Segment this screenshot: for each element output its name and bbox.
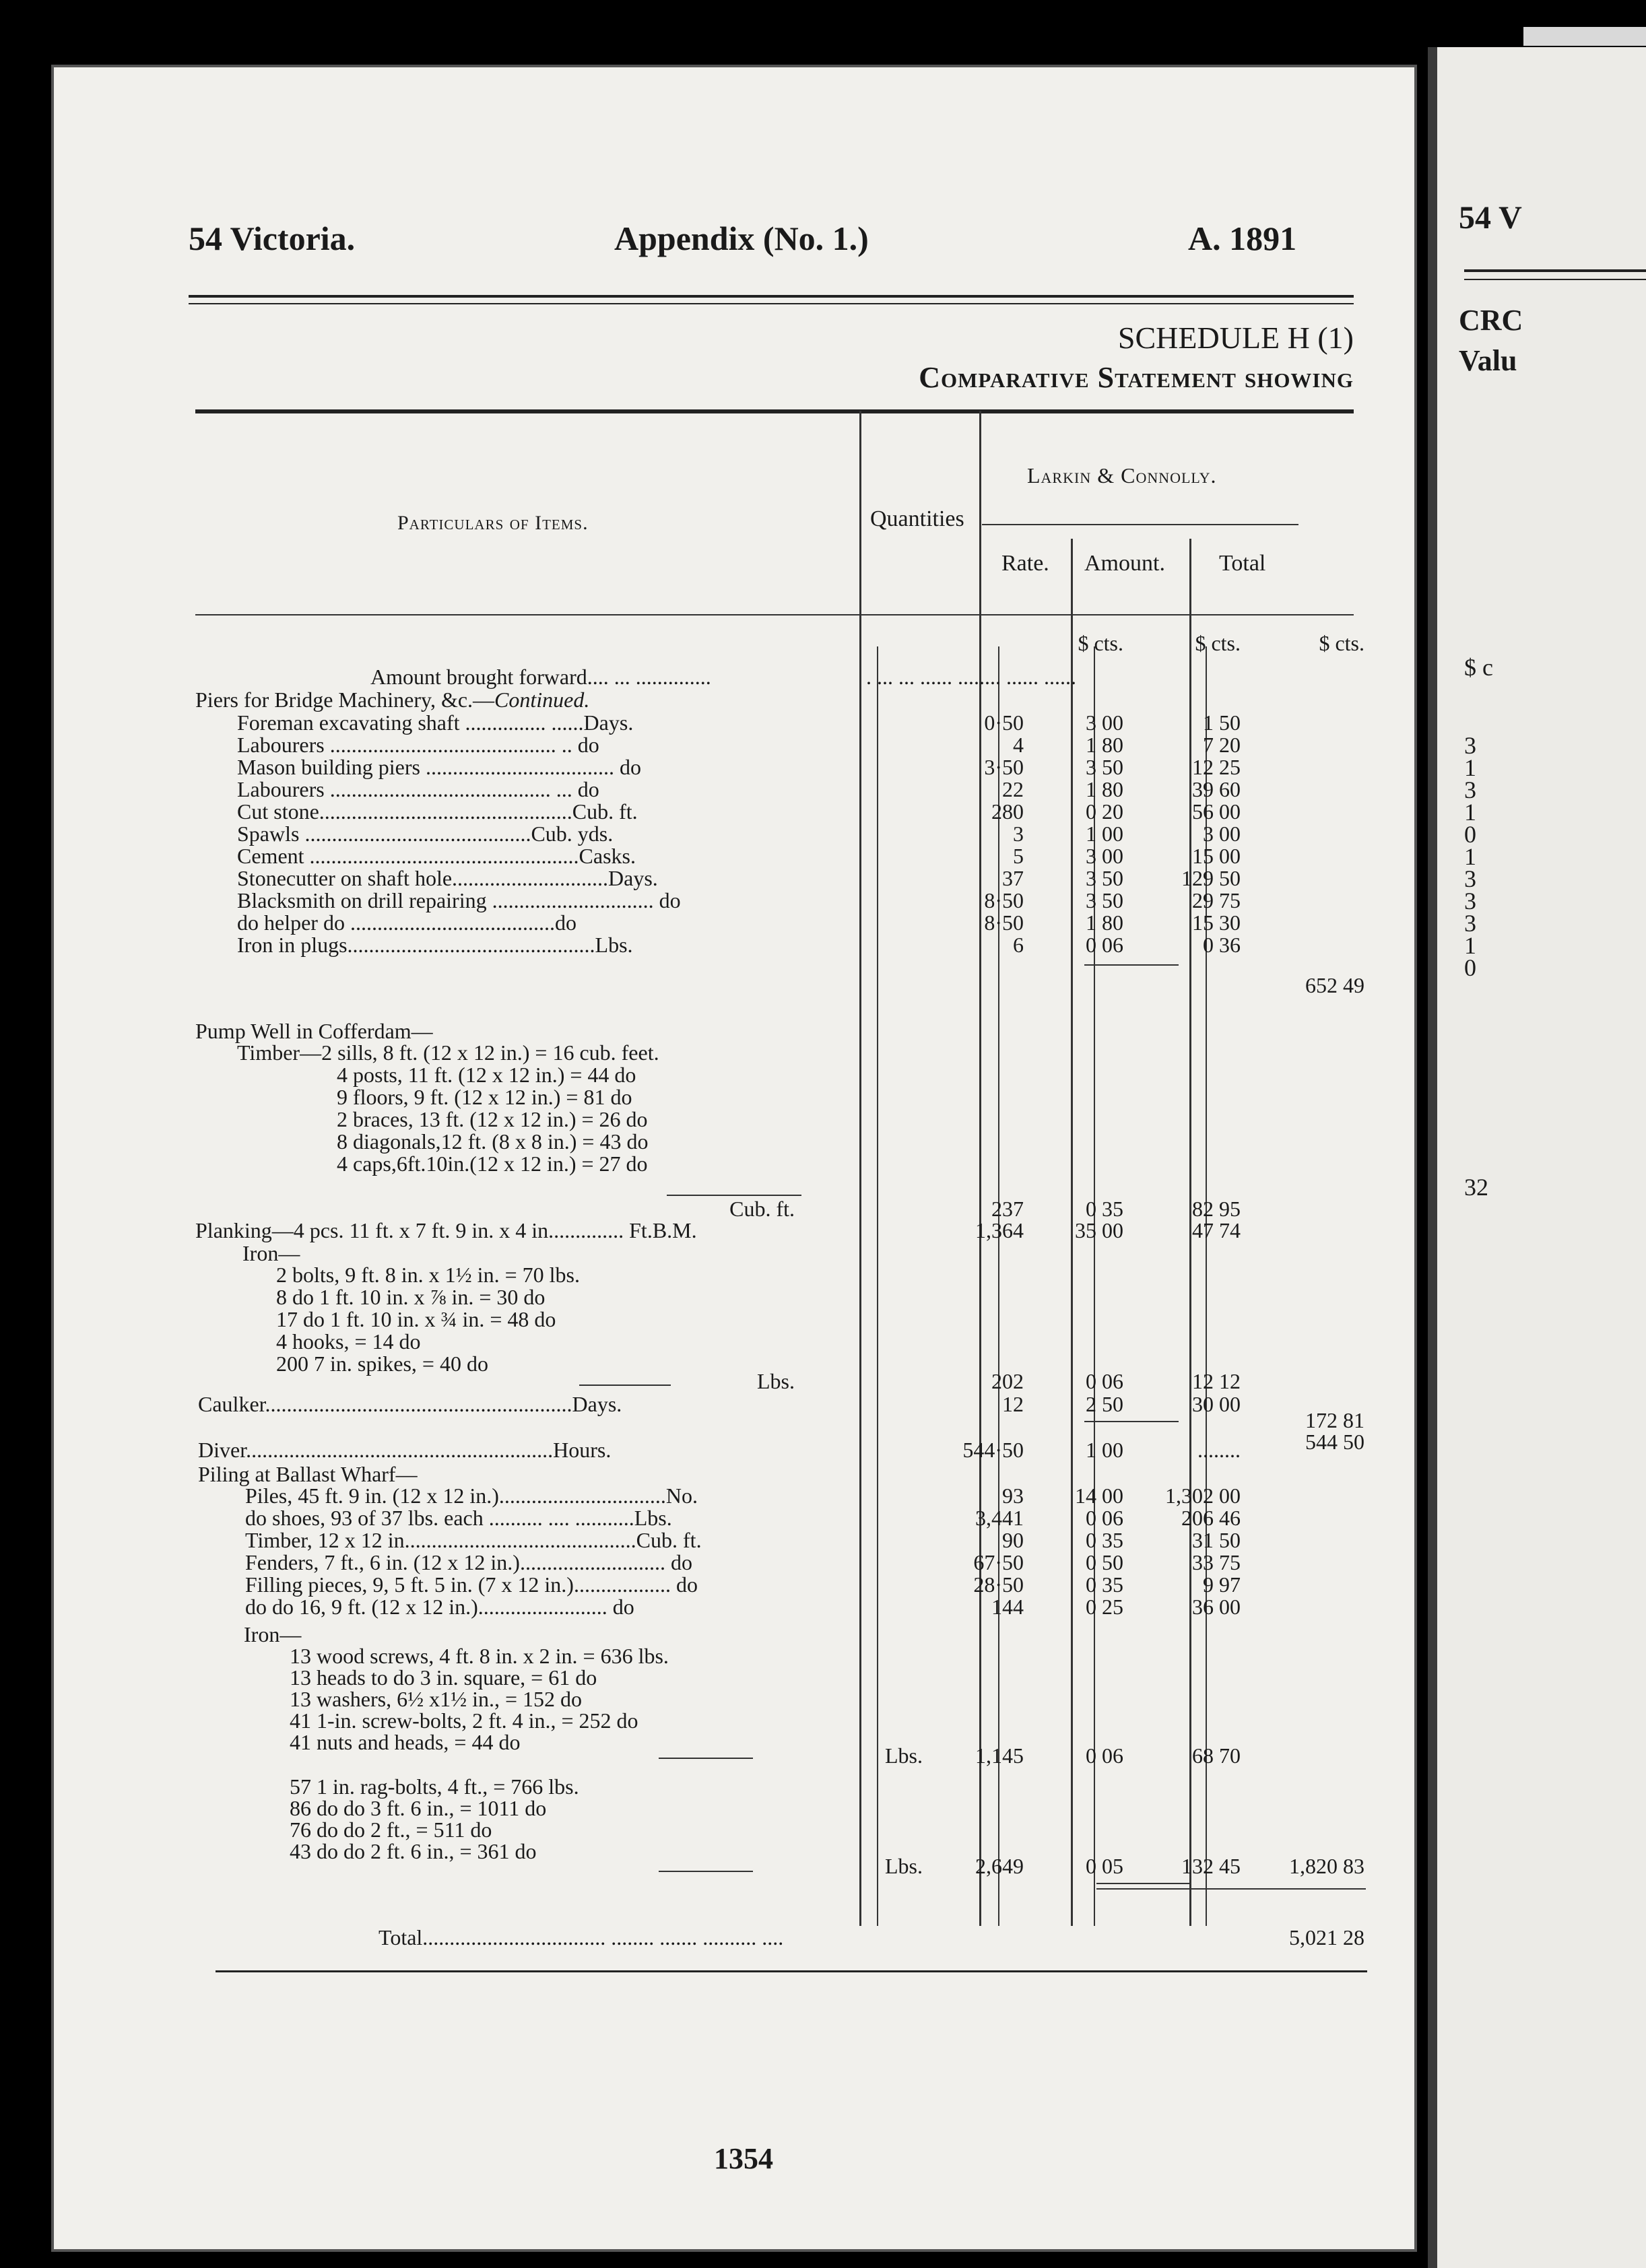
pump-iron-rate: 0 06 bbox=[1086, 1369, 1123, 1393]
item-rate: 1 80 bbox=[1086, 910, 1123, 935]
spec-line: 41 nuts and heads, = 44 do bbox=[290, 1730, 521, 1754]
item-qty: 3,441 bbox=[975, 1506, 1024, 1530]
header-center: Appendix (No. 1.) bbox=[614, 220, 869, 257]
item-desc: Foreman excavating shaft ............... ......Days. bbox=[237, 710, 634, 735]
item-amt: 15 30 bbox=[1192, 910, 1241, 935]
header-left: 54 Victoria. bbox=[189, 220, 356, 257]
item-desc: Labourers ......................................... ... do bbox=[237, 777, 599, 801]
item-desc: Blacksmith on drill repairing .............................. do bbox=[237, 888, 681, 912]
item-amt: 1 50 bbox=[1203, 710, 1241, 735]
units-amount: $ cts. bbox=[1195, 631, 1241, 655]
spec-line: 2 braces, 13 ft. (12 x 12 in.) = 26 do bbox=[337, 1107, 648, 1131]
col-quantities: Quantities bbox=[870, 506, 964, 531]
pump-timber-amount: 82 95 bbox=[1192, 1197, 1241, 1221]
item-qty: 280 bbox=[991, 799, 1024, 824]
diver-amount: ........ bbox=[1197, 1438, 1241, 1462]
caulker-desc: Caulker.........................................................Days. bbox=[198, 1392, 622, 1416]
item-qty: 8·50 bbox=[984, 910, 1024, 935]
units-rate: $ cts. bbox=[1078, 631, 1123, 655]
header-rule-bottom bbox=[189, 303, 1354, 304]
pump-iron-unit: Lbs. bbox=[757, 1369, 795, 1393]
col-particulars: Particulars of Items. bbox=[397, 512, 589, 534]
piling-total: 1,820 83 bbox=[1289, 1854, 1364, 1878]
item-desc: Timber, 12 x 12 in...........................................Cub. ft. bbox=[245, 1528, 702, 1552]
schedule-subtitle: Comparative Statement showing bbox=[919, 361, 1354, 394]
piling-amount-rule bbox=[1096, 1883, 1191, 1884]
adjacent-digit: 3 bbox=[1464, 865, 1476, 892]
piling-iron2-amount: 132 45 bbox=[1181, 1854, 1241, 1878]
item-desc: do shoes, 93 of 37 lbs. each .......... .... ...........Lbs. bbox=[245, 1506, 672, 1530]
pump-iron-label: Iron— bbox=[242, 1241, 300, 1265]
col-contractor: Larkin & Connolly. bbox=[1027, 463, 1217, 488]
spec-line: 4 hooks, = 14 do bbox=[276, 1329, 421, 1354]
adjacent-digit: 1 bbox=[1464, 754, 1476, 781]
piling-iron2-qty: 2,649 bbox=[975, 1854, 1024, 1878]
item-rate: 1 00 bbox=[1086, 822, 1123, 846]
spec-line: 86 do do 3 ft. 6 in., = 1011 do bbox=[290, 1796, 547, 1820]
caulker-qty: 12 bbox=[1002, 1392, 1024, 1416]
item-amt: 3 00 bbox=[1203, 822, 1241, 846]
item-rate: 3 50 bbox=[1086, 755, 1123, 779]
item-rate: 0 06 bbox=[1086, 933, 1123, 957]
schedule-title: SCHEDULE H (1) bbox=[1117, 321, 1354, 355]
item-amt: 1,302 00 bbox=[1165, 1483, 1241, 1508]
item-qty: 0·50 bbox=[984, 710, 1024, 735]
item-rate: 0 35 bbox=[1086, 1528, 1123, 1552]
spec-line: 76 do do 2 ft., = 511 do bbox=[290, 1817, 492, 1842]
pump-timber-rule bbox=[667, 1195, 801, 1196]
diver-qty: 544·50 bbox=[962, 1438, 1024, 1462]
pump-timber-unit: Cub. ft. bbox=[729, 1197, 795, 1221]
adjacent-line-1: CRC bbox=[1459, 304, 1523, 337]
item-rate: 0 06 bbox=[1086, 1506, 1123, 1530]
item-qty: 3·50 bbox=[984, 755, 1024, 779]
item-desc: Spawls ..........................................Cub. yds. bbox=[237, 822, 614, 846]
item-desc: Fenders, 7 ft., 6 in. (12 x 12 in.)........................... do bbox=[245, 1550, 692, 1574]
header-rule-top bbox=[189, 295, 1354, 298]
piling-iron2-unit: Lbs. bbox=[885, 1854, 923, 1878]
table-bottom-rule bbox=[216, 1970, 1367, 1972]
adjacent-header: 54 V bbox=[1459, 200, 1522, 236]
item-qty: 90 bbox=[1002, 1528, 1024, 1552]
item-amt: 31 50 bbox=[1192, 1528, 1241, 1552]
item-rate: 0 35 bbox=[1086, 1572, 1123, 1597]
adjacent-digit: 0 bbox=[1464, 954, 1476, 981]
piers-amount-rule bbox=[1084, 964, 1179, 966]
piers-heading: Piers for Bridge Machinery, &c.—Continued. bbox=[195, 688, 590, 712]
item-desc: do do 16, 9 ft. (12 x 12 in.)........................ do bbox=[245, 1595, 634, 1619]
spec-line: 13 heads to do 3 in. square, = 61 do bbox=[290, 1665, 597, 1690]
item-desc: Cut stone...............................................Cub. ft. bbox=[237, 799, 638, 824]
spec-line: 13 wood screws, 4 ft. 8 in. x 2 in. = 636 lbs. bbox=[290, 1644, 669, 1668]
page-number: 1354 bbox=[714, 2142, 773, 2175]
brought-forward-dots: . ... ... ...... ........ ...... ...... bbox=[866, 665, 1076, 689]
adjacent-tail: 32 bbox=[1464, 1174, 1488, 1201]
item-qty: 28·50 bbox=[973, 1572, 1024, 1597]
adjacent-digit: 3 bbox=[1464, 776, 1476, 803]
item-amt: 56 00 bbox=[1192, 799, 1241, 824]
header-right: A. 1891 bbox=[1188, 220, 1297, 257]
table-top-rule bbox=[195, 409, 1354, 413]
piling-heading: Piling at Ballast Wharf— bbox=[198, 1462, 418, 1486]
col-amount: Amount. bbox=[1084, 551, 1165, 576]
adjacent-page-edge bbox=[1523, 27, 1646, 46]
piers-total: 652 49 bbox=[1305, 973, 1364, 997]
document-page bbox=[54, 67, 1414, 2249]
item-amt: 206 46 bbox=[1181, 1506, 1241, 1530]
diver-desc: Diver.........................................................Hours. bbox=[198, 1438, 612, 1462]
spec-line: 4 caps,6ft.10in.(12 x 12 in.) = 27 do bbox=[337, 1152, 648, 1176]
grand-total: 5,021 28 bbox=[1289, 1925, 1364, 1949]
item-rate: 0 25 bbox=[1086, 1595, 1123, 1619]
piling-iron1-qty: 1,145 bbox=[975, 1743, 1024, 1768]
item-rate: 14 00 bbox=[1075, 1483, 1123, 1508]
diver-rate: 1 00 bbox=[1086, 1438, 1123, 1462]
spec-line: Timber—2 sills, 8 ft. (12 x 12 in.) = 16 cub. feet. bbox=[237, 1040, 659, 1065]
item-desc: Cement ..................................................Casks. bbox=[237, 844, 636, 868]
item-rate: 0 20 bbox=[1086, 799, 1123, 824]
spec-line: 41 1-in. screw-bolts, 2 ft. 4 in., = 252 do bbox=[290, 1708, 638, 1733]
caulker-amount: 30 00 bbox=[1192, 1392, 1241, 1416]
units-total: $ cts. bbox=[1319, 631, 1364, 655]
item-rate: 1 80 bbox=[1086, 733, 1123, 757]
piling-iron1-unit: Lbs. bbox=[885, 1743, 923, 1768]
col-rate: Rate. bbox=[1001, 551, 1049, 576]
spec-line: 200 7 in. spikes, = 40 do bbox=[276, 1352, 488, 1376]
adjacent-units: $ c bbox=[1464, 654, 1493, 681]
item-desc: Labourers .......................................... .. do bbox=[237, 733, 599, 757]
piling-iron1-amount: 68 70 bbox=[1192, 1743, 1241, 1768]
item-desc: do helper do ......................................do bbox=[237, 910, 577, 935]
item-qty: 5 bbox=[1013, 844, 1024, 868]
adjacent-digit: 1 bbox=[1464, 843, 1476, 870]
spec-line: 43 do do 2 ft. 6 in., = 361 do bbox=[290, 1839, 537, 1863]
adjacent-digit: 3 bbox=[1464, 888, 1476, 914]
adjacent-page bbox=[1428, 47, 1646, 2268]
item-qty: 22 bbox=[1002, 777, 1024, 801]
col-total: Total bbox=[1219, 551, 1266, 576]
adjacent-digit: 3 bbox=[1464, 732, 1476, 759]
diver-total: 544 50 bbox=[1305, 1430, 1364, 1454]
adjacent-digit: 0 bbox=[1464, 821, 1476, 848]
grand-total-rule-top bbox=[1096, 1888, 1366, 1890]
item-amt: 0 36 bbox=[1203, 933, 1241, 957]
spec-line: 13 washers, 6½ x1½ in., = 152 do bbox=[290, 1687, 583, 1711]
pump-timber-qty: 237 bbox=[991, 1197, 1024, 1221]
item-amt: 12 25 bbox=[1192, 755, 1241, 779]
item-qty: 37 bbox=[1002, 866, 1024, 890]
caulker-rate: 2 50 bbox=[1086, 1392, 1123, 1416]
header-bottom-rule bbox=[195, 614, 1354, 615]
pump-timber-rate: 0 35 bbox=[1086, 1197, 1123, 1221]
planking-desc: Planking—4 pcs. 11 ft. x 7 ft. 9 in. x 4 in.............. Ft.B.M. bbox=[195, 1218, 697, 1242]
item-amt: 15 00 bbox=[1192, 844, 1241, 868]
item-qty: 8·50 bbox=[984, 888, 1024, 912]
pump-iron-amount: 12 12 bbox=[1192, 1369, 1241, 1393]
item-amt: 39 60 bbox=[1192, 777, 1241, 801]
adjacent-digit: 1 bbox=[1464, 932, 1476, 959]
adjacent-digit: 1 bbox=[1464, 799, 1476, 826]
item-amt: 129 50 bbox=[1181, 866, 1241, 890]
pump-total: 172 81 bbox=[1305, 1408, 1364, 1432]
spec-line: 2 bolts, 9 ft. 8 in. x 1½ in. = 70 lbs. bbox=[276, 1263, 580, 1287]
item-rate: 3 50 bbox=[1086, 888, 1123, 912]
adjacent-rule-1 bbox=[1464, 269, 1646, 272]
item-desc: Stonecutter on shaft hole.............................Days. bbox=[237, 866, 658, 890]
adjacent-rule-2 bbox=[1464, 279, 1646, 280]
contractor-rule bbox=[982, 524, 1298, 525]
item-amt: 9 97 bbox=[1203, 1572, 1241, 1597]
spec-line: 17 do 1 ft. 10 in. x ¾ in. = 48 do bbox=[276, 1307, 556, 1331]
item-qty: 4 bbox=[1013, 733, 1024, 757]
item-desc: Piles, 45 ft. 9 in. (12 x 12 in.)...............................No. bbox=[245, 1483, 698, 1508]
adjacent-line-2: Valu bbox=[1459, 344, 1517, 377]
spec-line: 9 floors, 9 ft. (12 x 12 in.) = 81 do bbox=[337, 1085, 632, 1109]
item-qty: 144 bbox=[991, 1595, 1024, 1619]
item-desc: Iron in plugs..............................................Lbs. bbox=[237, 933, 633, 957]
spec-line: 8 diagonals,12 ft. (8 x 8 in.) = 43 do bbox=[337, 1129, 649, 1154]
planking-rate: 35 00 bbox=[1075, 1218, 1123, 1242]
item-amt: 36 00 bbox=[1192, 1595, 1241, 1619]
adjacent-digit: 3 bbox=[1464, 910, 1476, 937]
item-qty: 67·50 bbox=[973, 1550, 1024, 1574]
item-amt: 7 20 bbox=[1203, 733, 1241, 757]
item-rate: 0 50 bbox=[1086, 1550, 1123, 1574]
item-rate: 3 00 bbox=[1086, 710, 1123, 735]
item-desc: Filling pieces, 9, 5 ft. 5 in. (7 x 12 in.).................. do bbox=[245, 1572, 698, 1597]
item-qty: 93 bbox=[1002, 1483, 1024, 1508]
item-rate: 3 00 bbox=[1086, 844, 1123, 868]
pump-heading: Pump Well in Cofferdam— bbox=[195, 1019, 433, 1043]
item-rate: 1 80 bbox=[1086, 777, 1123, 801]
brought-forward-label: Amount brought forward.... ... .............. bbox=[370, 665, 711, 689]
grand-total-label: Total.................................. ........ ....... .......... .... bbox=[378, 1925, 784, 1949]
item-qty: 6 bbox=[1013, 933, 1024, 957]
piling-iron-label: Iron— bbox=[244, 1622, 302, 1646]
item-amt: 29 75 bbox=[1192, 888, 1241, 912]
item-rate: 3 50 bbox=[1086, 866, 1123, 890]
piling-iron2-rate: 0 05 bbox=[1086, 1854, 1123, 1878]
spec-line: 8 do 1 ft. 10 in. x ⅞ in. = 30 do bbox=[276, 1285, 546, 1309]
spec-line: 4 posts, 11 ft. (12 x 12 in.) = 44 do bbox=[337, 1063, 636, 1087]
item-amt: 33 75 bbox=[1192, 1550, 1241, 1574]
planking-qty: 1,364 bbox=[975, 1218, 1024, 1242]
item-desc: Mason building piers ................................... do bbox=[237, 755, 641, 779]
spec-line: 57 1 in. rag-bolts, 4 ft., = 766 lbs. bbox=[290, 1774, 579, 1799]
planking-amount: 47 74 bbox=[1192, 1218, 1241, 1242]
item-qty: 3 bbox=[1013, 822, 1024, 846]
pump-iron-qty: 202 bbox=[991, 1369, 1024, 1393]
piling-iron1-rate: 0 06 bbox=[1086, 1743, 1123, 1768]
